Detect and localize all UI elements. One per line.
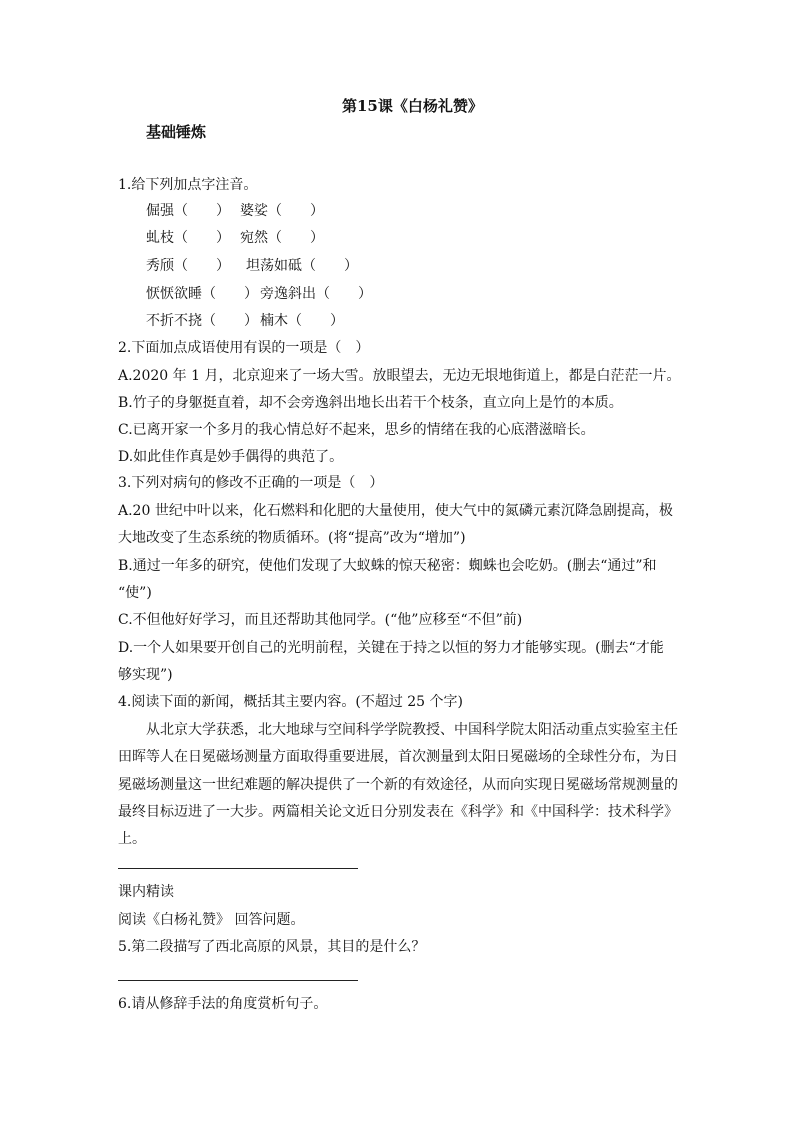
reading-intro: 阅读《白杨礼赞》 回答问题。: [118, 912, 305, 928]
q4-answer-line: [118, 868, 358, 869]
q1-item: 楠木（ ）: [260, 313, 344, 329]
q4-passage-line: 上。: [118, 831, 146, 847]
q3-option-d-line1: D.一个人如果要开创自己的光明前程，关键在于持之以恒的努力才能够实现。(删去“才能: [118, 640, 664, 656]
q1-item: 虬枝（ ）: [146, 230, 230, 246]
q2-option-b: B.竹子的身躯挺直着，却不会旁逸斜出地长出若干个枝条，直立向上是竹的本质。: [118, 395, 623, 411]
q3-option-a-line1: A.20 世纪中叶以来，化石燃料和化肥的大量使用，使大气中的氮磷元素沉降急剧提高，极: [118, 503, 673, 519]
section-heading-reading: 课内精读: [118, 884, 174, 900]
q1-item: 恹恹欲睡（ ）: [146, 286, 258, 302]
q4-passage-line: 冕磁场测量这一世纪难题的解决提供了一个新的有效途径，从而向实现日冕磁场常规测量的: [118, 777, 678, 793]
q3-option-d-line2: 够实现”): [118, 667, 173, 683]
q1-item: 旁逸斜出（ ）: [260, 286, 372, 302]
q1-item: 不折不挠（ ）: [146, 313, 258, 329]
q4-passage-line: 最终目标迈进了一大步。两篇相关论文近日分别发表在《科学》和《中国科学：技术科学》: [118, 804, 678, 820]
q5-answer-line: [118, 980, 358, 981]
question-2-stem: 2.下面加点成语使用有误的一项是（ ）: [118, 340, 370, 356]
q3-option-b-line1: B.通过一年多的研究，使他们发现了大蚁蛛的惊天秘密：蜘蛛也会吃奶。(删去“通过”和: [118, 558, 657, 574]
q1-item: 倔强（ ）: [146, 203, 230, 219]
question-1-stem: 1.给下列加点字注音。: [118, 177, 258, 193]
q1-item: 坦荡如砥（ ）: [246, 258, 358, 274]
question-6-stem: 6.请从修辞手法的角度赏析句子。: [118, 996, 328, 1012]
q1-item: 秀颀（ ）: [146, 258, 230, 274]
q1-item: 宛然（ ）: [240, 230, 324, 246]
q4-passage-line: 从北京大学获悉，北大地球与空间科学学院教授、中国科学院太阳活动重点实验室主任: [146, 722, 678, 738]
q2-option-a: A.2020 年 1 月，北京迎来了一场大雪。放眼望去，无边无垠地街道上，都是白茫茫一片。: [118, 368, 681, 384]
section-heading-basic: 基础锤炼: [146, 123, 207, 141]
q2-option-d: D.如此佳作真是妙手偶得的典范了。: [118, 449, 344, 465]
q1-item: 婆娑（ ）: [240, 203, 324, 219]
q3-option-c: C.不但他好好学习，而且还帮助其他同学。(“他”应移至“不但”前): [118, 612, 523, 628]
q4-passage-line: 田晖等人在日冕磁场测量方面取得重要进展，首次测量到太阳日冕磁场的全球性分布，为日: [118, 749, 678, 765]
question-3-stem: 3.下列对病句的修改不正确的一项是（ ）: [118, 475, 384, 491]
q3-option-a-line2: 大地改变了生态系统的物质循环。(将“提高”改为“增加”): [118, 530, 466, 546]
question-5-stem: 5.第二段描写了西北高原的风景，其目的是什么？: [118, 939, 426, 955]
q2-option-c: C.已离开家一个多月的我心情总好不起来，思乡的情绪在我的心底潜滋暗长。: [118, 422, 595, 438]
page-title: 第15课《白杨礼赞》: [342, 97, 483, 115]
question-4-stem: 4.阅读下面的新闻，概括其主要内容。(不超过 25 个字): [118, 694, 463, 710]
q3-option-b-line2: “使”): [118, 585, 152, 601]
